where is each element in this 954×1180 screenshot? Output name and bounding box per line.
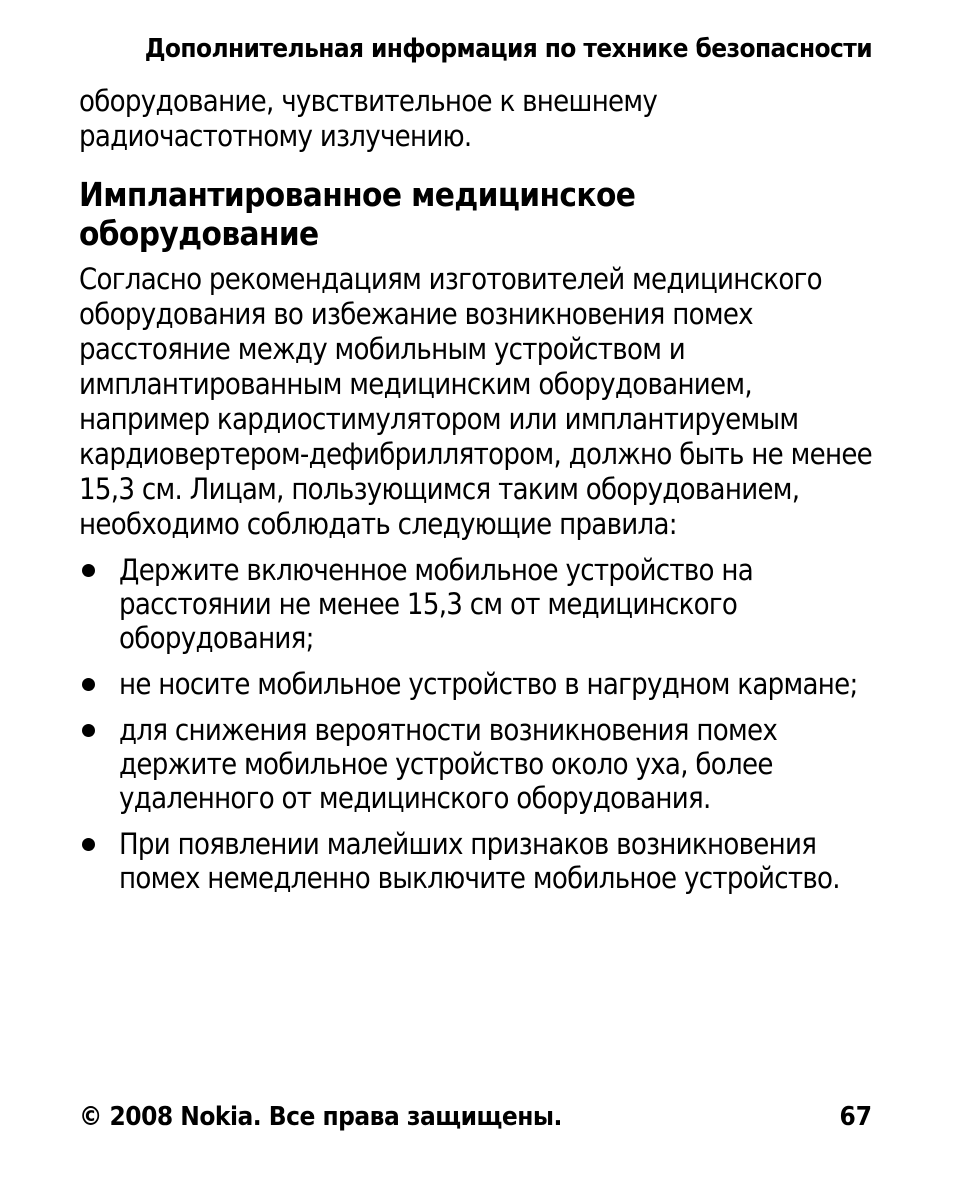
list-item	[79, 667, 879, 701]
footer-copyright: © 2008 Nokia. Все права защищены.	[79, 1102, 562, 1132]
list-item-text: Держите включенное мобильное устройство на расстоянии не менее 15,3 см от медицинского оборудования;	[119, 553, 754, 655]
bullet-list	[79, 553, 879, 895]
bullet-icon	[82, 564, 95, 577]
list-item-text: При появлении малейших признаков возникновения помех немедленно выключите мобильное устройство.	[119, 827, 840, 895]
running-header: Дополнительная информация по технике безопасности	[144, 34, 872, 64]
section-heading: Имплантированное медицинское оборудование	[79, 175, 636, 253]
intro-paragraph: оборудование, чувствительное к внешнему радиочастотному излучению.	[79, 84, 658, 153]
list-item-text: не носите мобильное устройство в нагрудном кармане;	[119, 667, 858, 701]
bullet-icon	[82, 724, 95, 737]
list-item-text: для снижения вероятности возникновения помех держите мобильное устройство около уха, более удаленного от медицинского оборудования.	[119, 713, 778, 815]
list-item	[79, 713, 879, 815]
page-number: 67	[839, 1102, 872, 1132]
list-item	[79, 827, 879, 895]
body-paragraph: Согласно рекомендациям изготовителей медицинского оборудования во избежание возникновения помех расстояние между мобильным устройством и имплантированным медицинским оборудованием, например кардиостимулятором или имплантируемым кардиовертером-дефибриллятором, должно быть не менее 15,3 см. Лицам, пользующимся таким оборудованием, необходимо соблюдать следующие правила:	[79, 262, 873, 541]
bullet-icon	[82, 678, 95, 691]
main-content	[79, 84, 879, 907]
list-item	[79, 553, 879, 655]
bullet-icon	[82, 838, 95, 851]
